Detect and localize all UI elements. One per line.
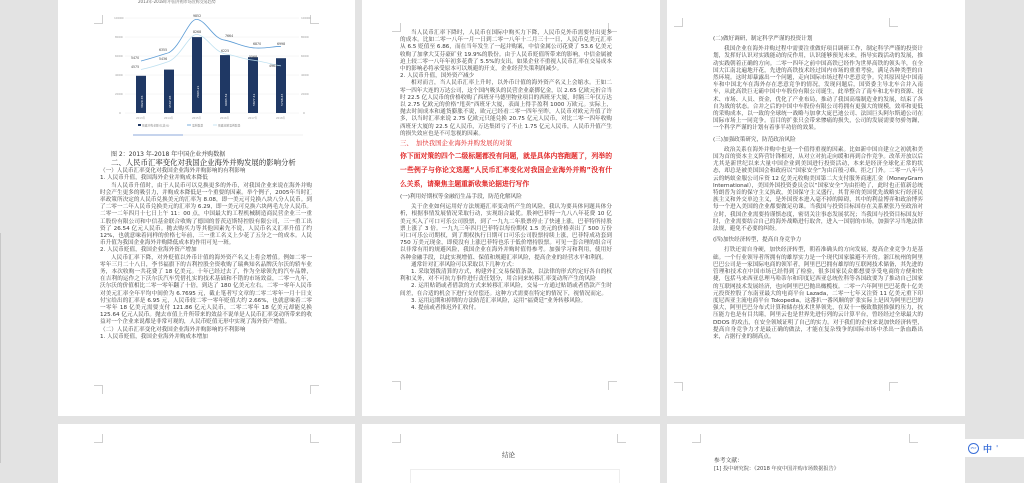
svg-text:2015年: 2015年 [192,117,202,120]
paragraph: 人民币汇率下降，对外贬值以外币计值的海外资产名义上将会增值。例如二零一零年三月二十八日，李书福旗下的吉利控股全资收购了瑞典知名品牌沃尔沃的轿车业务，本次收购一共花费了 18 亿美元。十年已经过去了，作为全球领先的汽车品牌，在吉利的运作之下沃尔沃汽车凭借扎实的技术基础和不错的市场效益，二零一九年，沃尔沃的价值相比二零一零年翻了十倍，到达了 180 亿美元左右。二零一零年人民币对美元汇率全年平均中间价为 6.7695 元，截止笔者写文章的二零二零年一月十日支付宝给出的汇率是 6.95 元，人民币较二零一零年贬值大约 2.66%，也就意味着二零一零年 18 亿美元需要支付 121.86 亿元人民币，二零二零年 18 亿美元却能兑换 125.64 亿元人民币。抛去市值上升所带来的效益不说单是人民币汇率变动所带来的收益对一个企业来说都是非常可观的，人民币贬值无形中实现了海外资产增值。 [100,254,312,326]
svg-text:7993.21: 7993.21 [196,85,200,98]
crop-mark [392,381,401,390]
svg-text:5877.41: 5877.41 [252,93,256,106]
ime-toolbar[interactable] [965,439,1024,457]
svg-text:5436: 5436 [159,57,168,61]
crop-mark [889,18,898,27]
section-heading-3: 三、 加快我国企业海外并购发展的对策 [400,139,512,148]
references-heading: 参考文献： [714,458,743,464]
svg-text:6998: 6998 [277,42,286,46]
list-heading: 1. 人民币贬值，我国企业海外并购成本增加 [100,333,208,340]
page-2-body [400,30,612,312]
paragraph: 当人民币升值时，由于人民币可以兑换更多的外币，对我国企业来说在海外并购时会产生更多的吸引力，并购成本降低是一个重要的因素。举个例子，2005年当时汇率政策所决定的人民币兑换美元的汇率为 8.08，即一美元可兑换八块八分人民币。到了二零一二年人民币兑换美元的汇率为 6.29，即一美元可兑换六块两毛九分人民币。二零一二年四月十七日上午 11：00 点，中国最大的工程机械制造商民营企业三一重工股份有限公司和中信基金联合收购了德国的普茨迈斯特控股有限公司，三一重工出资了 26.54 亿元人民币。抛去购买力等其他因素先不说，人民币名义汇率升值了约 12%，也就意味着同样的价格七年前，三一重工名义上少花了五分之一的成本。人民币升值为我国企业海外并购降低成本的作用可见一斑。 [100,182,312,247]
text-box [410,469,620,483]
document-page-3 [667,0,965,416]
paragraph: 我国企业在海外并购过程中需要注重做好项目调研工作，制定科学严谨的投资计划，发挥好认识对实践能动的反作用，认识能够预见未来，指导实践活动的发展，推动实践朝着正确的方向。二零一四年之前中国高铁已经作为世界高铁的领头羊，在全国大江南北遍地开花，先进的高铁技术经过国内市场的重重考验，满足各种类型的自然环境。这时却暴露出一个问题，走向国际市场过程中恶意竞争。究其原因是中国南车和中国北车在海外存在恶意竞争的情况，发现问题后，国资委主导北车合并入南车，从此高铁巨无霸中国中车股份有限公司诞生，此举整合了南车和北车的资源、技术、市场、人员、资金，优化了产业布局，推动了我国高端制造业的发展，结束了各自为战的状态。合并之后的中国中车股份有限公司将拥有更强大的规模，效率和更低的采购成本，以一致的全球统一战略与加拿大庞巴迪公司、法国巨头阿尔斯通公司在国际市场上一同竞争。盲目的扩张只会带来惨痛的损失，公司的发展需要勿骄勿躁，一个科学严谨的计划有着事半功倍的效果。 [713,46,923,132]
svg-text:4963: 4963 [269,64,278,68]
crop-mark [909,434,918,443]
svg-text:4000: 4000 [115,73,123,77]
svg-text:披露金额案例数量: 披露金额案例数量 [218,123,241,128]
svg-text:4000: 4000 [301,73,309,77]
crop-mark [94,434,103,443]
svg-text:6000: 6000 [115,54,123,58]
paragraph: 政治关系在海外并购中也是一个值得重视的因素。比如新中国自建立之初就和美国为首的资本主义阵营针锋相对，从对立对抗走向缓和再到合作竞争。改革开放以后尤其是新世纪以来大量中国企业到美国进行投资活动，本来是经济全球化正常的状态，却总是被美国国会和政府以“国家安全”为由百般刁难，拒之门外。二零一八年马云的蚂蚁金服公司斥资 12 亿美元收购美国第二大支付服务商速汇金（MoneyGram International），美国外国投资委员会以“国家安全”为由拒绝了，此时也正值新总统特朗普为首的保守主义执政，美国保守主义盛行，其背弃的美国优先战略实行经济民族主义和外交单边主义，是外国资本进入毫不掉的障碍，其中的利益博弈和政治博弈每一个进入美国的企业都要做足功课。当我国与投资目标国存在关系紧张乃至政治对立时，我国企业需要持谨慎态度，密切关注事态发展状况；当我国与投资目标国友好时，企业需要结合自己的海外战略进行取舍，进入一国别的市场，加强学习当地法律法规，避免不必要的纠纷。 [713,146,923,233]
subheading: (二)做好调研，制定科学严谨的投资计划 [713,36,813,42]
svg-text:披露并购金额(亿美元): 披露并购金额(亿美元) [142,123,170,128]
crop-mark [674,18,683,27]
crop-mark [392,434,401,443]
svg-text:5768.45: 5768.45 [280,93,284,106]
paragraph: 打铁还需自身硬，加快经济转型，朝着准确头的方向发展，提高企业竞争力是基础。一个行业领导者所拥有的雄厚实力是一个现代国家躲避不开的。浙江杭州的阿里巴巴公司是一家国际电商的领军者，阿里巴巴拥有雄厚的互联网技术储备，其先进的管理和技术在中国市场已经得到了检验，很多国家民众都想要享受电商的方便和快捷，包括马来西亚总理马哈蒂尔和印度尼西亚总统佐科等各国政要为了推动自己国家的互联网技术发展经济，也向阿里巴巴抛出橄榄枝。二零一六年阿里巴巴花费十亿美元投资控股了东南亚最大的电商平台 Lazada，二零一七年又注资 11 亿美元重下印度尼西亚主流电商平台 Tokopedia，这番扒一番风顺的扩张实际上是因为阿里巴巴的强大，阿里巴巴分布式计算和储存技术世界领先，在双十一极致数据推强的压力，抗压能力也是有目共睹，阿里云也是世界先进行列的云计算平台，曾经经过全球最大的 DDOS 的攻击，在安全领域证明了自己的实力。对于我们的企业来说加快经济转型，提高自身竞争力才是最正确的做法，才能在复杂残争的国际市场中杀出一条血路出来，占据行业的制高点。 [713,247,923,340]
svg-text:2000: 2000 [301,92,309,96]
svg-text:9852: 9852 [193,14,202,18]
figure-caption: 图 2：2013 年-2018 年中国企业并购数据 [111,151,226,158]
document-page-4 [58,424,355,483]
svg-text:案例数量: 案例数量 [192,123,204,128]
subheading: （一）人民币汇率变化对我国企业海外并购影响的有利影响 [100,168,246,175]
paragraph: 关于企业如何运用好方法规避汇率变动所产生的风险，我认为要具体问题具体分析，根据事情发展情况采取行动，实现组合最优。股神巴菲特一九八八年花费 10 亿美元买入了可口可乐公司股票，到了一九九二年股票停止了快速上涨，巴菲特所持股票上涨了 3 倍。一九九三年四月巴菲特以每份期权 1.5 美元的价格卖出了 500 万份可口可乐公司期权，到了期权执行日期可口可乐公司股票持续上涨，巴菲特成功套到 750 万美元现金，即使没有上涨巴菲特也乐于低价增持股票。可见一套合理的组合可以非常有用的规避风险，我国企业在海外并购时值得参考。加强学习和利用，使用好各种金融手段，以此实现增值、保值和规避汇率风险，提高企业的经营水平和利润。 [400,204,612,261]
paragraph: 通常针对汇率风险可以采取以下几种方式： [411,261,518,268]
list-heading: 1. 人民币升值，我国海外企业并购成本降低 [100,175,208,182]
list-item: 2. 运用贴销或者借款的方式来转移汇率风险，交易一方通过贴销或者借款产生时间差，在合适的机会下进行支付偿还。这种方式需要在特定的情况下，视情况而定。 [400,283,612,297]
crop-mark [608,381,617,390]
list-item: 4. 提前或者推迟外汇收付。 [411,305,480,312]
list-item: 3. 运用远期和掉期的方法防范汇率风险，运用“福费廷”业务转移风险。 [411,297,587,304]
subheading: (三)加强政策研究，防范政治风险 [713,136,796,143]
svg-text:2017年: 2017年 [248,117,258,120]
svg-text:6000: 6000 [301,54,309,58]
svg-text:10000: 10000 [114,16,124,20]
svg-text:8000: 8000 [301,35,309,39]
svg-text:6225: 6225 [221,49,230,53]
svg-text:6093.52: 6093.52 [224,93,228,106]
crop-mark [692,434,701,443]
paragraph: 当人民币汇率下降时，人民币在国际中购买力下降，人民币兑外币需要付出更多的成本。比如二零一八年一月一日到二零一八年十二月三十一日，人民币兑美元汇率从 6.5 贬值至 6.86，而在当年发生了一起并购案，中信金属公司花费了 53.6 亿美元收购了加拿大艾芬豪矿业 19.9%的股份。由于人民币贬值所带来的影响，中信金属被迫上较二零一八年年初多花费了 5.5%的支出。如果企业不重视人民币汇率在交易成本中的影响必将承受原本可以规避的开支，企业经营失策利润减少。 [400,30,612,73]
svg-text:8268: 8268 [193,30,202,34]
scrollbar[interactable] [0,233,1,463]
chart-title: 2013年-2018年中国并购市场宣称交易趋势 [138,0,216,4]
crop-mark [617,434,626,443]
ime-language-toggle[interactable]: 中 [983,444,993,455]
svg-text:2018年: 2018年 [276,117,286,120]
crop-mark [310,434,319,443]
svg-text:4575: 4575 [131,65,140,69]
crop-mark [94,385,103,394]
svg-text:8000: 8000 [115,35,123,39]
document-page-6 [667,424,965,483]
crop-mark [310,385,319,394]
svg-text:7664: 7664 [225,34,234,38]
document-page-1 [58,0,355,416]
page-3-body [713,36,923,341]
svg-text:0: 0 [119,111,121,115]
svg-text:10000: 10000 [301,16,311,20]
ime-punctuation-toggle[interactable]: ' [996,443,999,453]
svg-text:4567.03: 4567.03 [168,95,172,108]
svg-text:2000: 2000 [115,92,123,96]
subheading: （二）人民币汇率变化对我国企业海外并购影响的不利影响 [100,326,246,333]
crop-mark [674,382,683,391]
reviewer-comment: 你下面对策的四个二级标题都没有问题，就是具体内容跑题了，列举的一些例子与你论文选题“人民币汇率变化对我国企业海外并购”没有什么关系，请聚焦主题重新收集论据进行写作 [400,152,612,189]
list-heading: 2. 人民币升值，国外资产减少 [400,73,475,80]
svg-text:0: 0 [303,111,305,115]
document-page-2 [362,0,660,416]
svg-text:6355: 6355 [159,48,168,52]
document-page-5 [362,424,660,483]
list-item: 1. 采取划拨清算的方式，构建外汇交易保值条款，以法律的形式约定好各自的权利和义务，对不可抗力事件进行责任划分，用合同来转移汇率变动所产生的风险 [400,269,612,283]
svg-text:5470: 5470 [131,56,140,60]
subheading: (一)利用好期权等金融衍生品手段，防范化解风险 [400,194,522,201]
section-heading-2: 二、人民币汇率变化对我国企业海外并购发展的影响分析 [111,158,296,168]
ime-logo-icon[interactable]: iFLY [968,443,979,454]
svg-text:5568: 5568 [249,55,258,59]
page-1-body [100,151,312,341]
list-heading: 2. 人民币贬值，我国企业海外资产增加 [100,247,197,254]
crop-mark [94,15,103,24]
subheading: (四)加快经济转型，提高自身竞争力 [713,237,802,244]
svg-text:2014年: 2014年 [164,117,174,120]
reference-item: [1] 投中研究院：《2018 年度中国并购市场数据报告》 [714,466,839,472]
svg-text:3920.76: 3920.76 [140,95,144,108]
paragraph: 相对而言，当人民币汇率上升时，以外币计值的海外资产名义上会缩水。王如二零一四年大连的万达公司，这个国内吸头的民营企业豪掷亿金，以 2.65 亿欧元折合当时 22.5 亿人民币的价格收购了西班牙马德里物业项目的西班牙大厦，时隔三年仅万达以 2.75 亿欧元的价格“甩卖”西班牙大厦，表面上得手盈利 1000 万欧元。实际上，抛去时间成本和通货膨胀不说，欧元已经看二零一四年至昨，人民币对欧元升值了许多，以当时汇率来说 2.75 亿欧元只能兑换 20.75 亿元人民币，对比二零一四年收购西班牙大厦的 22.5 亿人民币，万达集团亏了不止 1.75 亿元人民币，人民币升值产生的损失效应也是不可忽视的因素。 [400,80,612,137]
merger-chart [113,8,313,148]
svg-text:2013年: 2013年 [136,117,146,120]
crop-mark [889,382,898,391]
svg-text:6870: 6870 [253,42,262,46]
conclusion-heading: 结论 [502,451,515,459]
svg-text:2016年: 2016年 [220,117,230,120]
